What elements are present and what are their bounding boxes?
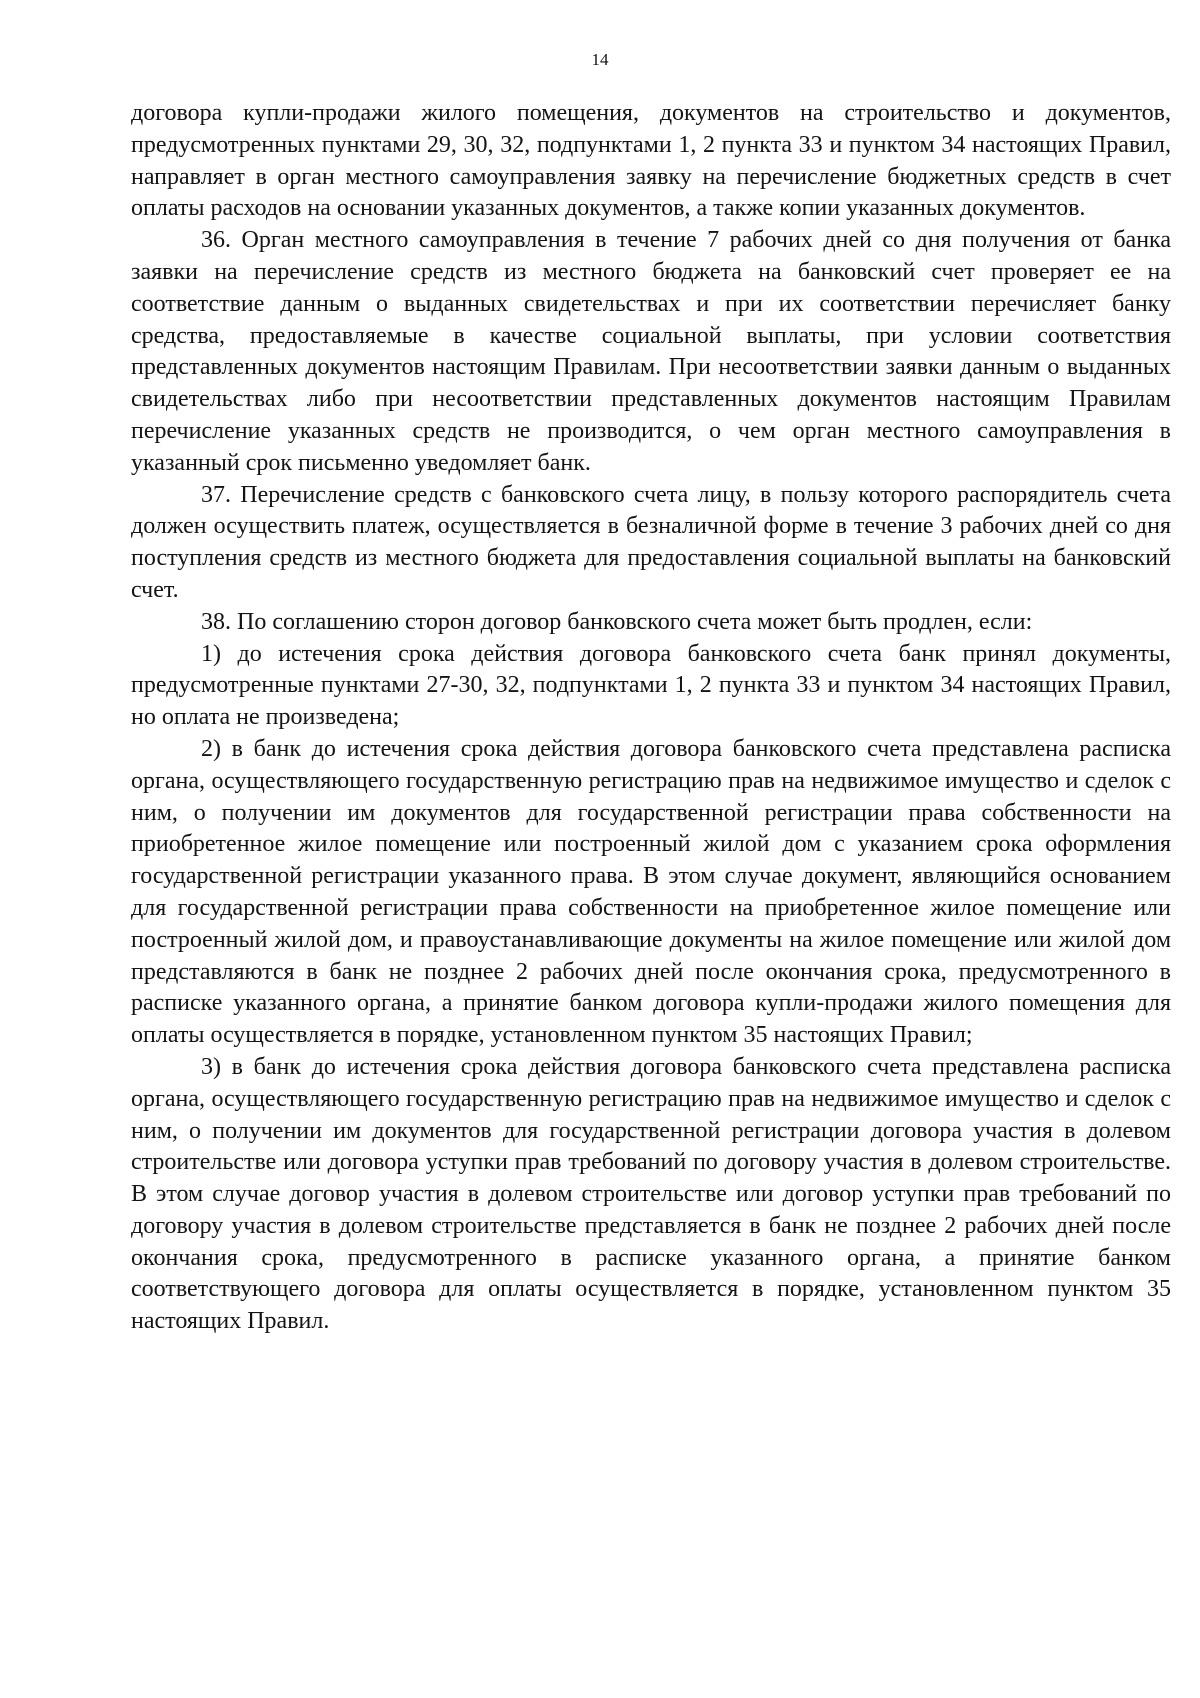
paragraph-38-item-2: 2) в банк до истечения срока действия договора банковского счета представлена расписка органа, осуществляющего государственную регистрацию прав на недвижимое имущество и сделок с ним, о получении им документов для государственной регистрации права собственности на приобретенное жилое помещение или построенный жилой дом с указанием срока оформления государственной регистрации указанного права. В этом случае документ, являющийся основанием для государственной регистрации права собственности на приобретенное жилое помещение или построенный жилой дом, и правоустанавливающие документы на жилое помещение или жилой дом представляются в банк не позднее 2 рабочих дней после окончания срока, предусмотренного в расписке указанного органа, а принятие банком договора купли-продажи жилого помещения для оплаты осуществляется в порядке, установленном пунктом 35 настоящих Правил; — [131, 735, 1171, 1049]
paragraph-38-item-1: 1) до истечения срока действия договора банковского счета банк принял документы, предусмотренные пунктами 27-30, 32, подпунктами 1, 2 пункта 33 и пунктом 34 настоящих Правил, но оплата не произведена; — [131, 640, 1171, 731]
paragraph-38-item-3: 3) в банк до истечения срока действия договора банковского счета представлена расписка органа, осуществляющего государственную регистрацию прав на недвижимое имущество и сделок с ним, о получении им документов для государственной регистрации договора участия в долевом строительстве или договора уступки прав требований по договору участия в долевом строительстве. В этом случае договор участия в долевом строительстве или договор уступки прав требований по договору участия в долевом строительстве представляется в банк не позднее 2 рабочих дней после окончания срока, предусмотренного в расписке указанного органа, а принятие банком соответствующего договора для оплаты осуществляется в порядке, установленном пунктом 35 настоящих Правил. — [131, 1053, 1171, 1335]
paragraph-continuation: договора купли-продажи жилого помещения, документов на строительство и документов, предусмотренных пунктами 29, 30, 32, подпунктами 1, 2 пункта 33 и пунктом 34 настоящих Правил, направляет в орган местного самоуправления заявку на перечисление бюджетных средств в счет оплаты расходов на основании указанных документов, а также копии указанных документов. — [131, 100, 1171, 222]
page-number: 14 — [591, 50, 609, 69]
paragraph-36: 36. Орган местного самоуправления в течение 7 рабочих дней со дня получения от банка заявки на перечисление средств из местного бюджета на банковский счет проверяет ее на соответствие данным о выданных свидетельствах и при их соответствии перечисляет банку средства, предоставляемые в качестве социальной выплаты, при условии соответствия представленных документов настоящим Правилам. При несоответствии заявки данным о выданных свидетельствах либо при несоответствии представленных документов настоящим Правилам перечисление указанных средств не производится, о чем орган местного самоуправления в указанный срок письменно уведомляет банк. — [131, 227, 1171, 476]
paragraph-38: 38. По соглашению сторон договор банковского счета может быть продлен, если: — [201, 608, 1033, 635]
paragraph-37: 37. Перечисление средств с банковского счета лицу, в пользу которого распорядитель счета должен осуществить платеж, осуществляется в безналичной форме в течение 3 рабочих дней со дня поступления средств из местного бюджета для предоставления социальной выплаты на банковский счет. — [131, 481, 1171, 603]
document-body — [131, 98, 1171, 1338]
